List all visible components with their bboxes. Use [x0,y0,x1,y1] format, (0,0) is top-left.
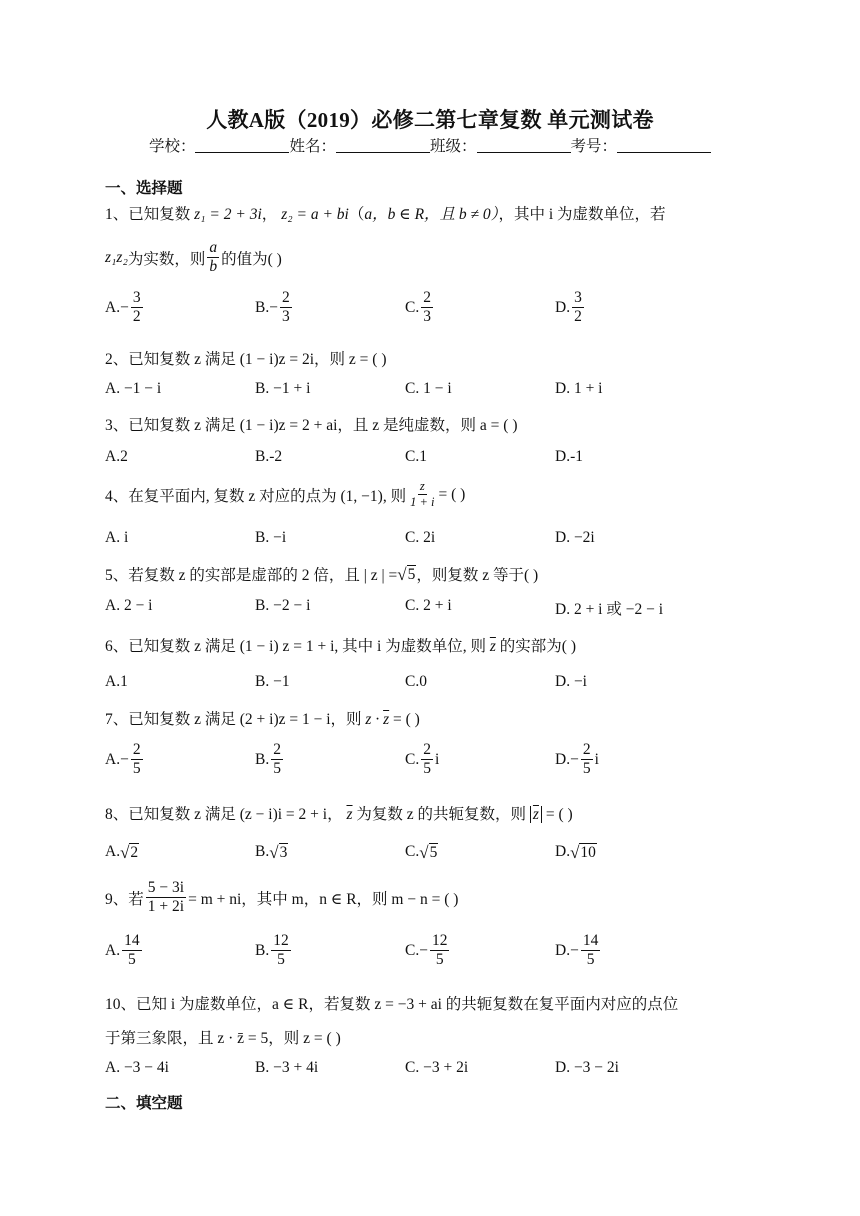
q6-option-a[interactable]: A.1 [105,673,128,690]
q8-abs: $\overline{z}$ [530,806,542,823]
q1-option-c[interactable]: C. $\frac{2}{3}$ [405,289,431,326]
q5-option-c[interactable]: C. 2 + i [405,597,452,614]
q7-option-d[interactable]: D. − $\frac{2}{5}$ i [555,741,599,778]
page-title: 人教A版（2019）必修二第七章复数 单元测试卷 [206,108,654,132]
q3-option-b[interactable]: B.-2 [255,448,283,465]
q7-option-c[interactable]: C. $\frac{2}{5}$ i [405,741,440,778]
q9-text-b: = m + ni，其中 m，n ∈ R，则 m − n = ( ) [188,890,459,908]
q8-option-c[interactable]: C. √ 5 [405,843,438,863]
q7-text: 7、已知复数 z 满足 (2 + i)z = 1 − i，则 [105,711,362,728]
q5-option-d[interactable]: D. 2 + i 或 −2 − i [555,601,664,618]
q5-option-b[interactable]: B. −2 − i [255,597,311,614]
q1-options [0,290,860,340]
q1-text-c: ，其中 i 为虚数单位，若 [498,206,666,223]
q1-option-b[interactable]: B. − $\frac{2}{3}$ [255,289,290,326]
exam-number-blank[interactable] [617,138,711,153]
q9-text: 9、若 [105,890,144,908]
q3-option-d[interactable]: D.-1 [555,448,583,465]
q8-option-d[interactable]: D. √ 10 [555,843,596,863]
q4-fraction: $\frac{z}{1 + i}$ [410,479,435,510]
school-label: 学校： [148,138,196,155]
q5-option-a[interactable]: A. 2 − i [105,597,153,614]
q1-paren: （ [348,206,365,223]
q1-text-e: 的值为( ) [221,250,282,268]
q2-option-a[interactable]: A. −1 − i [105,380,162,397]
q8-option-b[interactable]: B. √ 3 [255,843,288,863]
name-blank[interactable] [336,138,430,153]
q5-text-b: ，则复数 z 等于( ) [416,567,539,584]
q6-option-b[interactable]: B. −1 [255,673,290,690]
q6-zbar: $\overline{z}$ [489,638,496,655]
q7-text-b: = ( ) [393,711,420,728]
q5-text: 5、若复数 z 的实部是虚部的 2 倍，且 | z | = [105,567,398,584]
q3-option-a[interactable]: A.2 [105,448,128,465]
question-5 [105,563,538,585]
q9-options [0,933,860,983]
q7-option-a[interactable]: A. − $\frac{2}{5}$ [105,741,141,778]
q10-option-b[interactable]: B. −3 + 4i [255,1059,319,1076]
question-8 [105,802,573,824]
q8-text-c: = ( ) [545,806,573,823]
q6-text-b: 的实部为( ) [499,638,576,655]
q7-option-b[interactable]: B. $\frac{2}{5}$ [255,741,281,778]
exam-number-label: 考号： [570,138,618,155]
q9-option-c[interactable]: C. − $\frac{12}{5}$ [405,932,448,969]
q6-option-c[interactable]: C.0 [405,673,427,690]
question-10-line-1: 10、已知 i 为虚数单位，a ∈ R，若复数 z = −3 + ai 的共轭复数在复平面内对应的点位 [105,996,679,1013]
q7-expr: $z \cdot \overline{z}$ [365,711,390,728]
q9-option-b[interactable]: B. $\frac{12}{5}$ [255,932,289,969]
q6-text: 6、已知复数 z 满足 (1 − i) z = 1 + i, 其中 i 为虚数单位, 则 [105,638,486,655]
q1-condition: a，b ∈ R，且 b ≠ 0） [364,206,499,223]
question-3: 3、已知复数 z 满足 (1 − i)z = 2 + ai，且 z 是纯虚数，则 a = ( ) [105,417,518,434]
q10-option-d[interactable]: D. −3 − 2i [555,1059,619,1076]
question-9 [105,880,458,916]
school-blank[interactable] [195,138,289,153]
q4-option-b[interactable]: B. −i [255,529,287,546]
question-4 [105,480,465,509]
q4-option-d[interactable]: D. −2i [555,529,595,546]
q1-product: z₁z₂ [105,248,128,266]
q10-option-a[interactable]: A. −3 − 4i [105,1059,169,1076]
question-1-line-2 [105,240,282,276]
q1-text-d: 为实数，则 [127,250,206,268]
q4-text-b: = ( ) [438,485,466,503]
question-7 [105,707,420,729]
class-blank[interactable] [477,138,571,153]
question-1-line-1: 1、已知复数 z₁ = 2 + 3i， z₂ = a + bi（a，b ∈ R，且 b ≠ 0），其中 i 为虚数单位，若 [105,206,666,223]
q8-text-b: 为复数 z 的共轭复数，则 [356,806,527,823]
q1-ratio: $\frac{a}{b}$ [209,239,218,276]
q9-option-d[interactable]: D. − $\frac{14}{5}$ [555,932,599,969]
section-fill-blank: 二、填空题 [105,1095,183,1112]
q5-sqrt: √ 5 [397,565,416,585]
q1-option-a[interactable]: A. − $\frac{3}{2}$ [105,289,141,326]
student-info-line [0,134,860,156]
q4-text: 4、在复平面内, 复数 z 对应的点为 (1, −1), 则 [105,487,407,505]
q8-option-a[interactable]: A. √ 2 [105,843,139,863]
q4-option-a[interactable]: A. i [105,529,129,546]
section-choice: 一、选择题 [105,180,183,197]
name-label: 姓名： [289,138,336,155]
q2-option-d[interactable]: D. 1 + i [555,380,603,397]
q1-option-d[interactable]: D. $\frac{3}{2}$ [555,289,582,326]
q2-option-b[interactable]: B. −1 + i [255,380,311,397]
q10-option-c[interactable]: C. −3 + 2i [405,1059,469,1076]
question-2: 2、已知复数 z 满足 (1 − i)z = 2i，则 z = ( ) [105,351,387,368]
q9-fraction: $\frac{5 - 3i}{1 + 2i}$ [147,879,185,916]
q7-options [0,742,860,792]
q9-option-a[interactable]: A. $\frac{14}{5}$ [105,932,140,969]
q8-zbar: $\overline{z}$ [346,806,353,823]
q1-z1: z₁ = 2 + 3i [194,206,262,223]
class-label: 班级： [430,138,477,155]
question-10-line-2: 于第三象限，且 z · z̄ = 5，则 z = ( ) [105,1030,341,1047]
q1-text: 1、已知复数 [105,206,191,223]
q2-option-c[interactable]: C. 1 − i [405,380,452,397]
q3-option-c[interactable]: C.1 [405,448,427,465]
q6-option-d[interactable]: D. −i [555,673,587,690]
question-6 [105,634,576,656]
q4-option-c[interactable]: C. 2i [405,529,436,546]
q1-z2: z₂ = a + bi [281,206,349,223]
q8-text: 8、已知复数 z 满足 (z − i)i = 2 + i， [105,806,343,823]
